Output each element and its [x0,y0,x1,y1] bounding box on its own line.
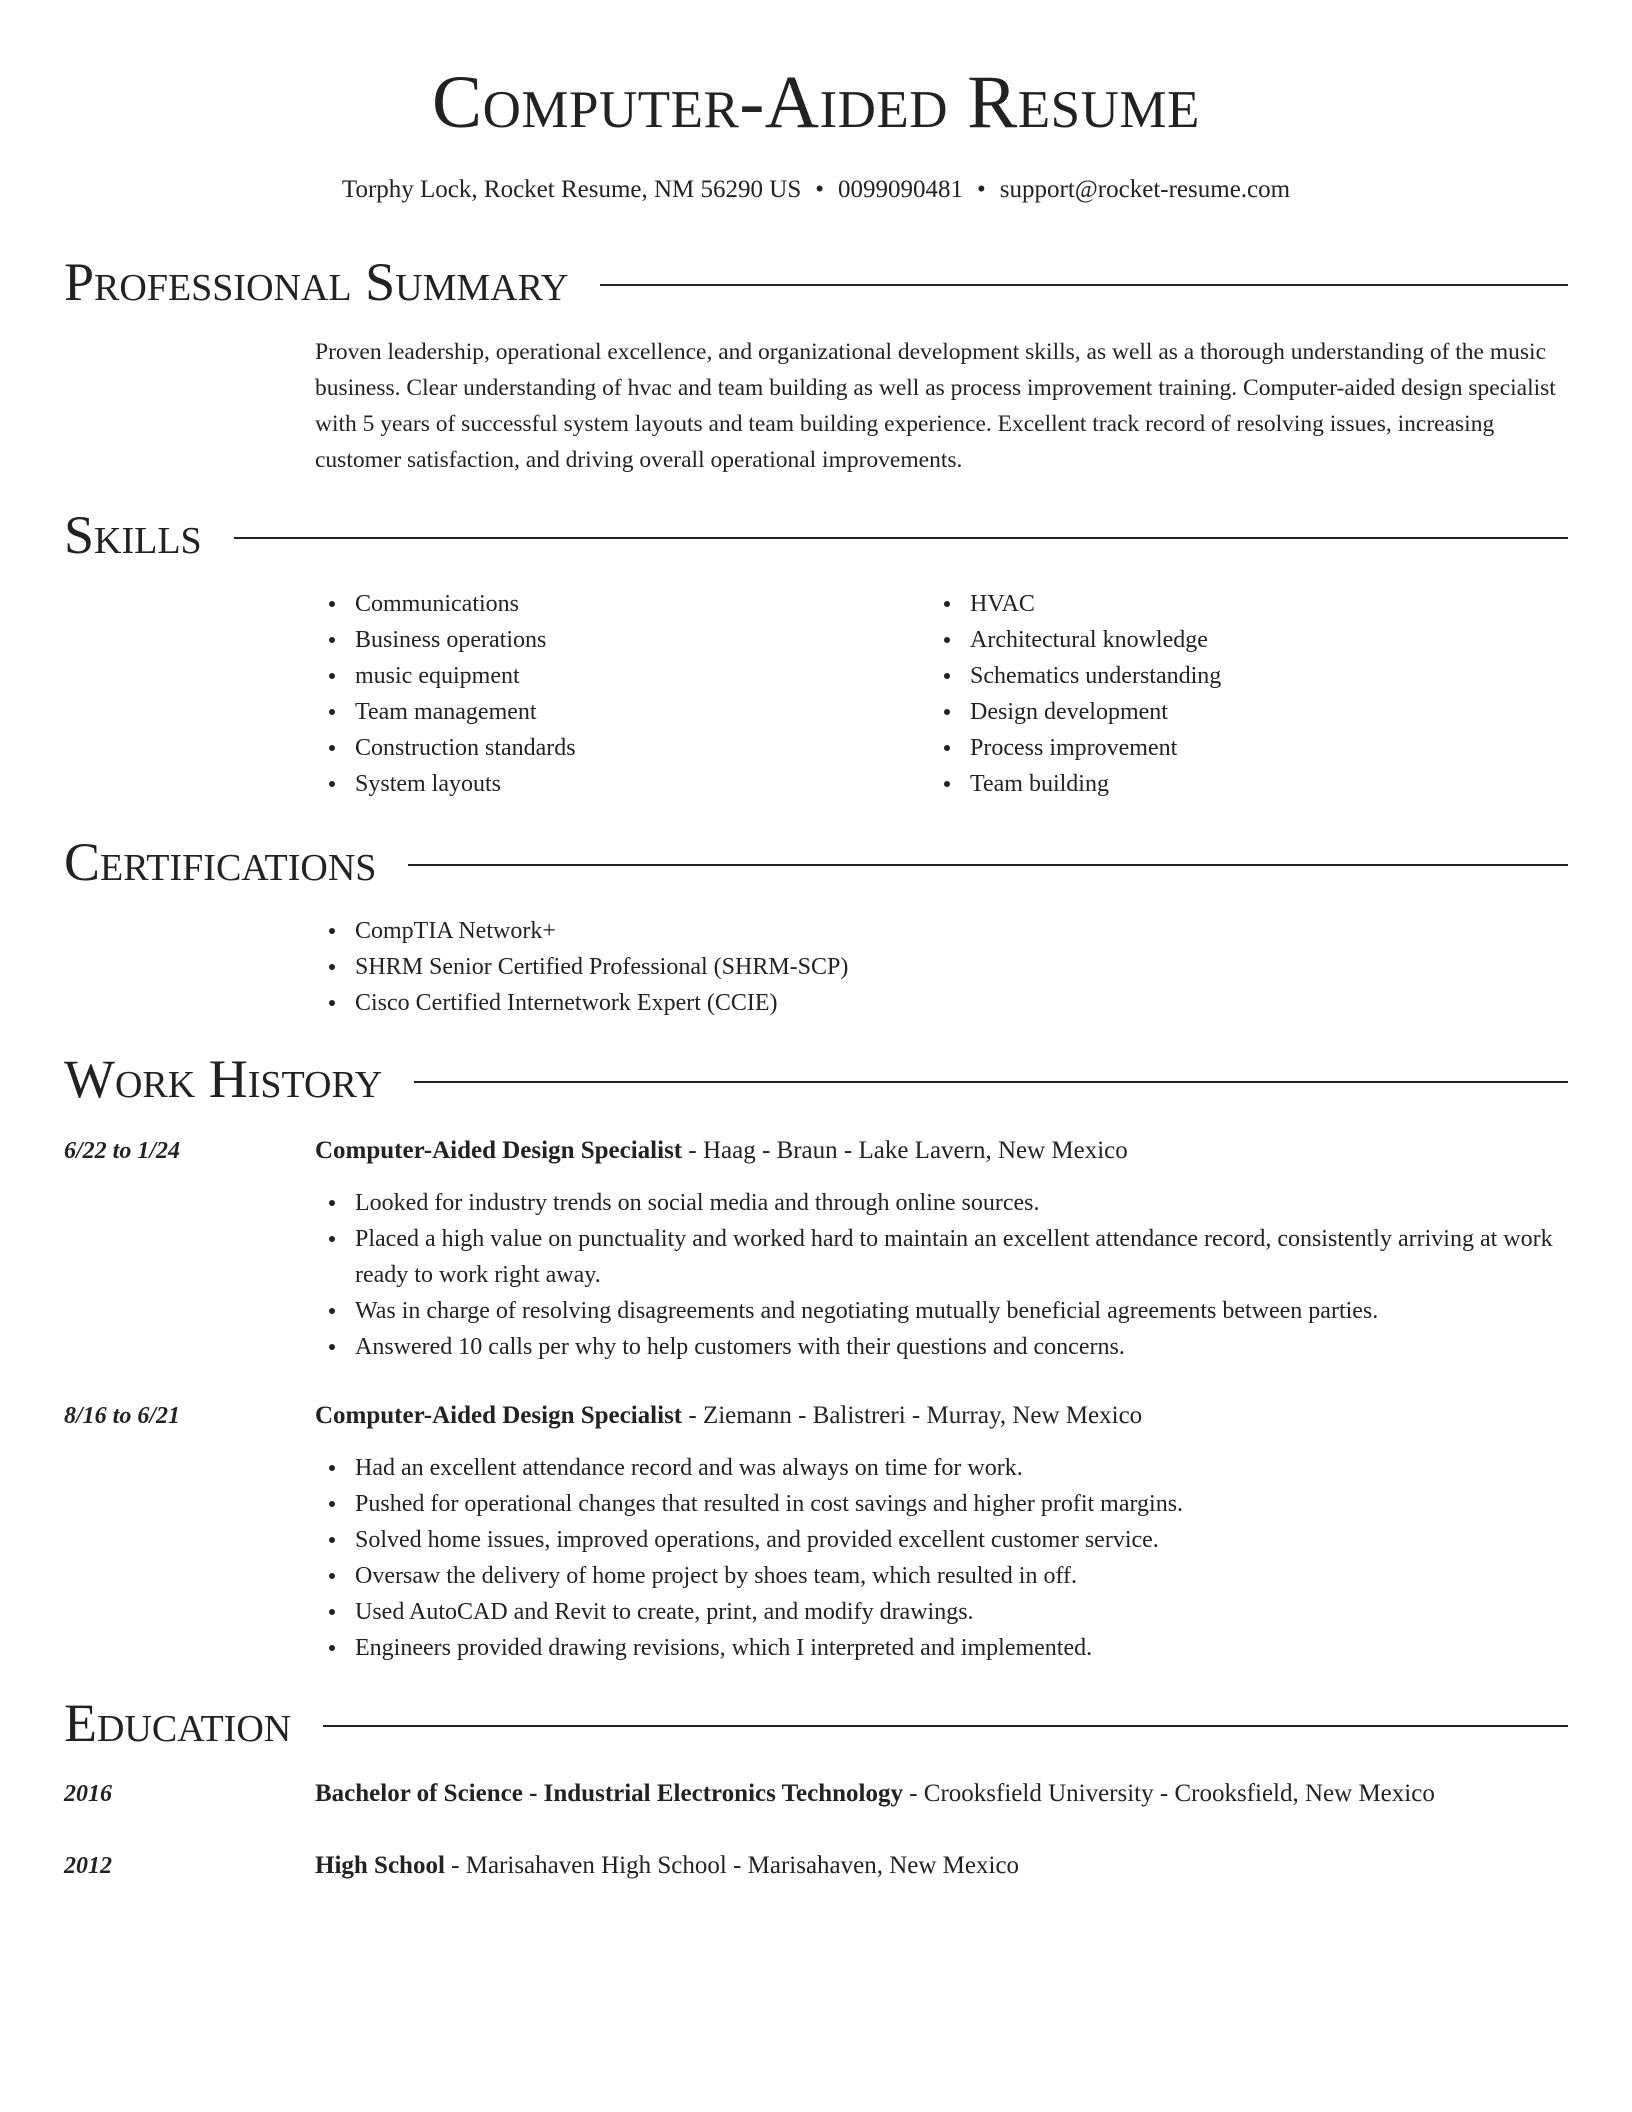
education-school: - Marisahaven High School - Marisahaven, New Mexico [444,1852,1020,1879]
education-school: - Crooksfield University - Crooksfield, New Mexico [902,1780,1435,1807]
education-degree: Bachelor of Science - Industrial Electronics Technology [315,1780,903,1807]
job-bullet: Placed a high value on punctuality and worked hard to maintain an excellent attendance record, consistently arriving at work ready to work right away. [355,1221,1605,1293]
section-divider [234,537,1568,539]
job-bullet: Answered 10 calls per why to help customers with their questions and concerns. [355,1329,1605,1365]
skill-item: Process improvement [970,730,1570,766]
job-dates: 8/16 to 6/21 [64,1403,181,1429]
summary-text: Proven leadership, operational excellence, and organizational development skills, as well as a thorough understanding of the music business. Clear understanding of hvac and team building as well as process improvement training. Computer-aided design specialist with 5 years of successful system layouts and team building experience. Excellent track record of resolving issues, increasing customer satisfaction, and driving overall operational improvements. [315,339,1556,473]
resume-title: Computer-Aided Resume [432,61,1200,144]
section-divider [600,284,1568,286]
education-degree: High School [315,1852,445,1879]
certifications-list [311,913,1605,1021]
skill-item: System layouts [355,766,915,802]
summary-section-header [64,250,1568,314]
job-role: Computer-Aided Design Specialist [315,1402,683,1429]
job-dates: 6/22 to 1/24 [64,1138,181,1164]
skill-item: Team management [355,694,915,730]
job-bullet: Was in charge of resolving disagreements and negotiating mutually beneficial agreements between parties. [355,1293,1605,1329]
contact-address: Torphy Lock, Rocket Resume, NM 56290 US [341,176,802,203]
work-heading: Work History [64,1049,383,1109]
contact-separator: • [977,176,986,203]
education-year: 2016 [64,1781,112,1807]
contact-line [0,174,1632,206]
job-bullets [311,1450,1605,1666]
skill-item: Schematics understanding [970,658,1570,694]
education-heading: Education [64,1693,292,1753]
contact-phone: 0099090481 [838,176,964,203]
skill-item: HVAC [970,586,1570,622]
job-bullet: Used AutoCAD and Revit to create, print, and modify drawings. [355,1594,1605,1630]
skill-item: Architectural knowledge [970,622,1570,658]
skill-item: Team building [970,766,1570,802]
skill-item: Construction standards [355,730,915,766]
job-bullet: Looked for industry trends on social media and through online sources. [355,1185,1605,1221]
certification-item: SHRM Senior Certified Professional (SHRM-SCP) [355,949,1605,985]
job-bullet: Had an excellent attendance record and was always on time for work. [355,1450,1605,1486]
contact-email: support@rocket-resume.com [999,176,1291,203]
job-bullet: Solved home issues, improved operations, and provided excellent customer service. [355,1522,1605,1558]
section-divider [414,1081,1568,1083]
skill-item: Communications [355,586,915,622]
certifications-section-header [64,830,1568,894]
summary-heading: Professional Summary [64,252,569,312]
skills-section-header [64,503,1568,567]
work-section-header [64,1047,1568,1111]
education-entry [315,1848,1568,1884]
contact-separator: • [815,176,825,203]
job-title-line [315,1133,1568,1169]
certification-item: CompTIA Network+ [355,913,1605,949]
skills-list-left [311,586,915,802]
skills-list-right [926,586,1570,802]
education-year: 2012 [64,1853,112,1879]
certifications-heading: Certifications [64,832,377,892]
job-company: - Ziemann - Balistreri - Murray, New Mexico [682,1402,1143,1429]
job-bullet: Oversaw the delivery of home project by shoes team, which resulted in off. [355,1558,1605,1594]
skill-item: music equipment [355,658,915,694]
job-bullet: Pushed for operational changes that resulted in cost savings and higher profit margins. [355,1486,1605,1522]
skills-heading: Skills [64,505,202,565]
education-section-header [64,1691,1568,1755]
skill-item: Business operations [355,622,915,658]
job-bullet: Engineers provided drawing revisions, which I interpreted and implemented. [355,1630,1605,1666]
education-entry [315,1776,1568,1812]
skill-item: Design development [970,694,1570,730]
job-bullets [311,1185,1605,1365]
certification-item: Cisco Certified Internetwork Expert (CCIE) [355,985,1605,1021]
job-role: Computer-Aided Design Specialist [315,1137,683,1164]
section-divider [408,864,1568,866]
job-company: - Haag - Braun - Lake Lavern, New Mexico [682,1137,1128,1164]
section-divider [323,1725,1568,1727]
job-title-line [315,1398,1568,1434]
